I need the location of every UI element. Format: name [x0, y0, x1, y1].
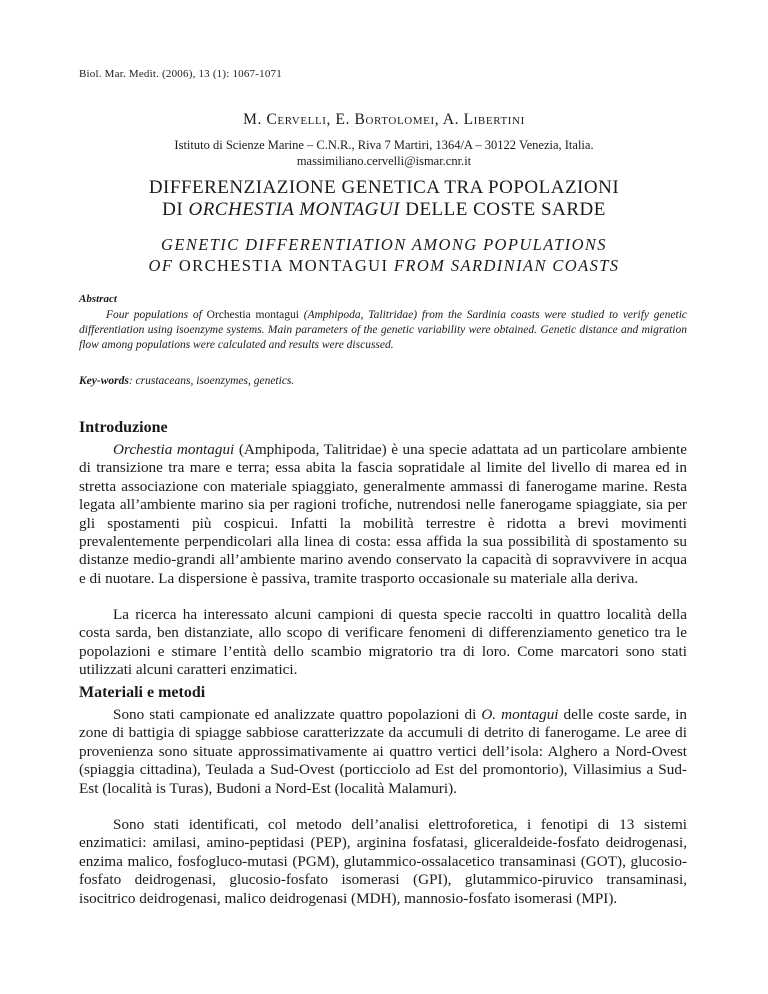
title-it-prefix: DI — [162, 199, 189, 220]
abstract-heading: Abstract — [79, 293, 117, 305]
intro-species: Orchestia montagui — [113, 441, 235, 458]
title-en-suffix: FROM SARDINIAN COASTS — [388, 256, 620, 275]
title-it-line1: DIFFERENZIAZIONE GENETICA TRA POPOLAZIONI — [148, 177, 620, 198]
abstract-part-1: Four populations of — [106, 309, 207, 321]
email: massimiliano.cervelli@ismar.cnr.it — [296, 154, 472, 168]
title-italian — [0, 177, 768, 221]
affiliation-block — [0, 137, 768, 169]
intro-paragraph-2: La ricerca ha interessato alcuni campioni di questa specie raccolti in quattro località della costa sarda, ben distanziate, allo scopo di verificare fenomeni di differenziamento genetico tra le popolazioni e stimare l’entità dello scambio migratorio tra di loro. Come marcatori sono stati utilizzati alcuni caratteri enzimatici. — [79, 606, 687, 679]
abstract-species: Orchestia montagui — [206, 309, 299, 321]
title-en-line2 — [0, 255, 768, 276]
title-en-species: ORCHESTIA MONTAGUI — [178, 256, 389, 275]
title-en-prefix: OF — [148, 256, 179, 275]
title-it-line2 — [0, 199, 768, 221]
authors: M. Cervelli, E. Bortolomei, A. Libertini — [243, 111, 525, 128]
methods-paragraph-2: Sono stati identificati, col metodo dell’analisi elettroforetica, i fenotipi di 13 sistemi enzimatici: amilasi, amino-peptidasi (PEP), arginina fosfatasi, gliceraldeide-fosfato deidrogenasi, enzima malico, fosfogluco-mutasi (PGM), glutammico-ossalacetico transaminasi (GOT), glucosio-fosfato deidrogenasi, glucosio-fosfato isomerasi (GPI), glutammico-piruvico transaminasi, isocitrico deidrogenasi, malico deidrogenasi (MDH), mannosio-fosfato isomerasi (MPI). — [79, 816, 687, 907]
intro-p1-text: (Amphipoda, Talitridae) è una specie adattata ad un particolare ambiente di transizione tra mare e terra; essa abita la fascia sopratidale al limite del livello di marea ed in stretta associazione con materiale spiaggiato, generalmente ammassi di fanerogame marine. Resta legata all’ambiente marino sia per ragioni trofiche, nutrendosi nelle fanerogame spiaggiate, sia per gli spostamenti più cospicui. Infatti la mobilità terrestre è ridotta a brevi movimenti prevalentemente perpendicolari alla linea di costa: essa affida la sua possibilità di spostamento su distanze medio-grandi all’ambiente marino avendo conservato la capacità di sopravvivere in acqua e di nuotare. La dispersione è passiva, tramite trasporto occasionale su materiale alla deriva. — [79, 441, 687, 587]
keywords — [79, 375, 294, 387]
methods-paragraph-1 — [79, 706, 687, 798]
journal-reference: Biol. Mar. Medit. (2006), 13 (1): 1067-1071 — [79, 68, 282, 80]
affiliation: Istituto di Scienze Marine – C.N.R., Riva 7 Martiri, 1364/A – 30122 Venezia, Italia. — [174, 138, 594, 152]
title-english — [0, 234, 768, 276]
title-it-species: ORCHESTIA MONTAGUI — [188, 199, 400, 220]
keywords-text: : crustaceans, isoenzymes, genetics. — [128, 375, 295, 387]
intro-paragraph-1 — [79, 441, 687, 588]
abstract-part-2: (Amphipoda, Talitridae) from the Sardinia coasts were studied to verify genetic differentiation using isoenzyme systems. Main parameters of the genetic variability were obtained. Genetic distance and migration flow among populations were calculated and results were discussed. — [79, 309, 687, 351]
section-heading-materiali-metodi: Materiali e metodi — [79, 684, 206, 701]
title-en-line1: GENETIC DIFFERENTIATION AMONG POPULATIONS — [161, 235, 607, 254]
methods-p1-a: Sono stati campionate ed analizzate quattro popolazioni di — [113, 706, 482, 723]
section-heading-introduzione: Introduzione — [79, 419, 168, 436]
methods-p1-b: delle coste sarde, in zone di battigia di spiagge sabbiose caratterizzate da accumuli di detrito di fanerogame. Le aree di provenienza sono situate approssimativamente ai quattro vertici dell’isola: Alghero a Nord-Ovest (spiaggia cittadina), Teulada a Sud-Ovest (porticciolo ad Est del promontorio), Villasimius a Sud-Est (località is Turas), Budoni a Nord-Est (località Malamuri). — [79, 706, 688, 797]
keywords-label: Key-words — [79, 375, 129, 387]
title-it-suffix: DELLE COSTE SARDE — [399, 199, 606, 220]
abstract-text — [79, 308, 687, 353]
methods-species: O. montagui — [481, 706, 559, 723]
